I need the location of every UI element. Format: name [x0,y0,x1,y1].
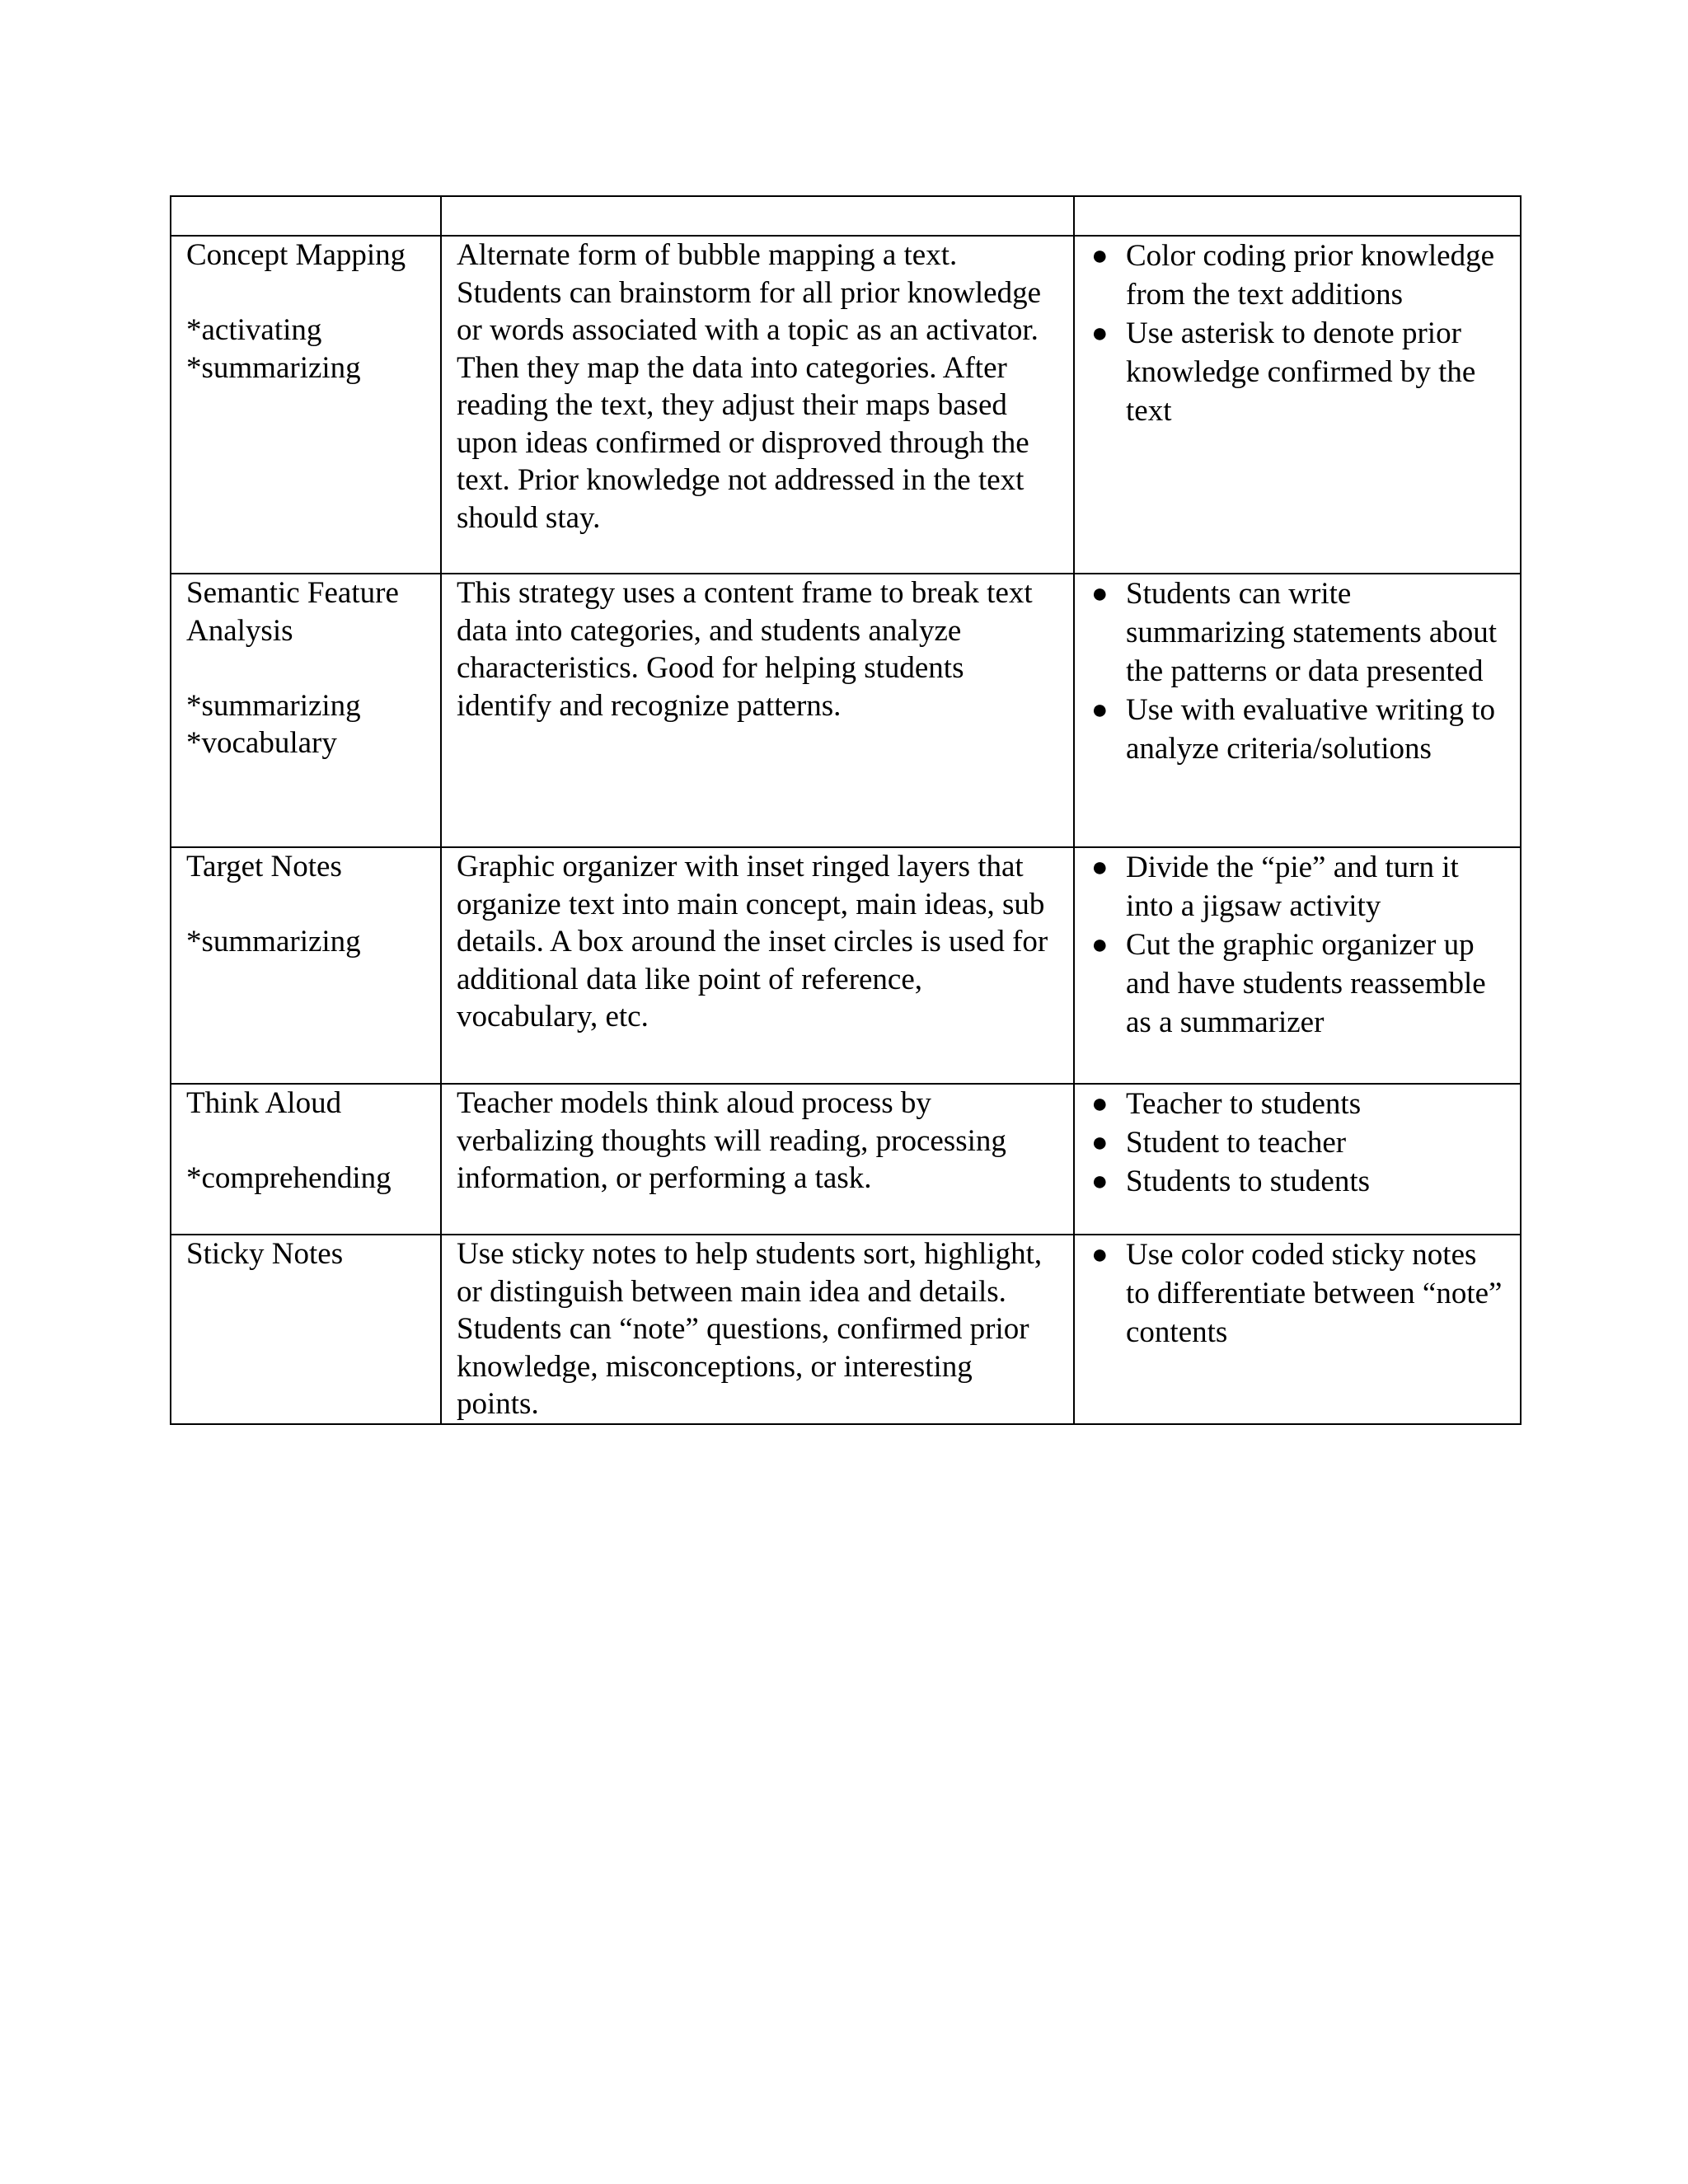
empty-header-row [171,196,1521,236]
strategies-table [170,195,1522,1425]
bullet-icon: ● [1091,1240,1109,1270]
strategy-name: Concept Mapping [186,238,406,272]
tip-text: Use asterisk to denote prior knowledge confirmed by the text [1126,316,1476,428]
tips-cell [1074,236,1521,574]
bullet-icon: ● [1091,1166,1109,1197]
empty-cell [441,196,1074,236]
tips-cell [1074,1084,1521,1235]
description-cell [441,236,1074,574]
strategy-tag: *summarizing [186,688,361,723]
strategy-description: Teacher models think aloud process by verbalizing thoughts will reading, processing information, or performing a task. [457,1086,1006,1195]
bullet-icon: ● [1091,852,1109,883]
table-row [171,1235,1521,1424]
strategy-tags [186,687,427,762]
table-row [171,847,1521,1084]
tips-cell [1074,574,1521,847]
strategy-tag: *vocabulary [186,726,337,760]
empty-cell [1074,196,1521,236]
bullet-icon: ● [1091,1127,1109,1158]
list-item [1090,237,1507,314]
description-cell [441,1235,1074,1424]
strategy-description: This strategy uses a content frame to break text data into categories, and students analyze characteristics. Good for helping students identify and recognize patterns. [457,576,1033,723]
strategy-tag: *summarizing [186,925,361,958]
tip-text: Students can write summarizing statements about the patterns or data presented [1126,577,1498,688]
list-item [1090,314,1507,430]
tips-cell [1074,847,1521,1084]
description-cell [441,847,1074,1084]
strategy-name-cell [171,847,441,1084]
strategy-tags [186,312,427,387]
table-row [171,574,1521,847]
tip-text: Teacher to students [1126,1087,1362,1121]
strategy-name: Analysis [186,613,293,648]
list-item [1090,926,1507,1042]
tip-text: Color coding prior knowledge from the text additions [1126,239,1494,312]
bullet-icon: ● [1091,1089,1109,1119]
tip-text: Use with evaluative writing to analyze criteria/solutions [1126,693,1496,766]
tips-list [1090,848,1507,1042]
tip-text: Cut the graphic organizer up and have students reassemble as a summarizer [1126,928,1486,1039]
bullet-icon: ● [1091,241,1109,271]
table-row [171,236,1521,574]
list-item [1090,1235,1507,1352]
strategy-description: Alternate form of bubble mapping a text. Students can brainstorm for all prior knowledge or words associated with a topic as an activator. Then they map the data into categories. After reading the text, they adjust their maps based upon ideas confirmed or disproved through the text. Prior knowledge not addressed in the text should stay. [457,238,1041,535]
strategy-tags [186,1160,427,1197]
bullet-icon: ● [1091,579,1109,609]
list-item [1090,1085,1507,1123]
list-item [1090,1123,1507,1162]
tip-text: Use color coded sticky notes to differentiate between “note” contents [1126,1238,1503,1349]
tips-list [1090,574,1507,768]
description-cell [441,574,1074,847]
tip-text: Student to teacher [1126,1126,1347,1160]
list-item [1090,691,1507,768]
table-row [171,1084,1521,1235]
strategy-tag: *summarizing [186,350,361,385]
strategy-name-cell [171,574,441,847]
tips-list [1090,237,1507,430]
tips-list [1090,1085,1507,1201]
list-item [1090,574,1507,691]
strategy-name-cell [171,1084,441,1235]
description-cell [441,1084,1074,1235]
strategy-description: Graphic organizer with inset ringed layers that organize text into main concept, main ideas, sub details. A box around the inset circles is used for additional data like point of reference, vocabulary, etc. [457,850,1048,1033]
bullet-icon: ● [1091,930,1109,960]
strategy-name-cell [171,1235,441,1424]
strategy-name: Think Aloud [186,1086,342,1120]
strategy-description: Use sticky notes to help students sort, highlight, or distinguish between main idea and details. Students can “note” questions, confirmed prior knowledge, misconceptions, or interesting points. [457,1237,1043,1421]
tip-text: Students to students [1126,1165,1371,1198]
strategy-name: Sticky Notes [186,1237,344,1271]
strategy-tag: *comprehending [186,1161,392,1195]
strategy-name-cell [171,236,441,574]
bullet-icon: ● [1091,695,1109,725]
strategy-name: Semantic Feature [186,576,399,610]
bullet-icon: ● [1091,318,1109,349]
strategy-tags [186,923,427,961]
strategy-name: Target Notes [186,850,342,883]
list-item [1090,1162,1507,1201]
list-item [1090,848,1507,926]
tips-cell [1074,1235,1521,1424]
empty-cell [171,196,441,236]
tips-list [1090,1235,1507,1352]
strategy-tag: *activating [186,313,322,347]
tip-text: Divide the “pie” and turn it into a jigsaw activity [1126,851,1459,923]
